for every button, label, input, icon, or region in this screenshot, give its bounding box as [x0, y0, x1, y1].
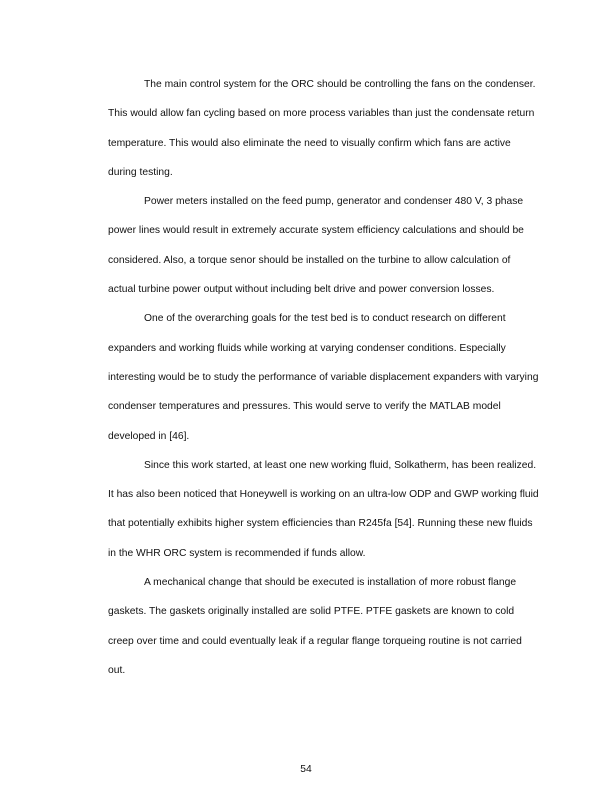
paragraph-fan-control: The main control system for the ORC should be controlling the fans on the condenser. This would allow fan cycling based on more process variables than just the condensate return temperature. This would also eliminate the need to visually confirm which fans are active during testing.	[108, 79, 536, 178]
paragraph-flange-gaskets: A mechanical change that should be executed is installation of more robust flange gaskets. The gaskets originally installed are solid PTFE. PTFE gaskets are known to cold creep over time and could eventually leak if a regular flange torqueing routine is not carried out.	[108, 577, 522, 676]
body-text	[108, 70, 540, 685]
paragraph-research-goals: One of the overarching goals for the test bed is to conduct research on different expanders and working fluids while working at varying condenser conditions. Especially interesting would be to study the performance of variable displacement expanders with varying condenser temperatures and pressures. This would serve to verify the MATLAB model developed in [46].	[108, 313, 539, 442]
page-number: 54	[300, 764, 312, 775]
paragraph-power-meters: Power meters installed on the feed pump, generator and condenser 480 V, 3 phase power lines would result in extremely accurate system efficiency calculations and should be considered. Also, a torque senor should be installed on the turbine to allow calculation of actual turbine power output without including belt drive and power conversion losses.	[108, 196, 524, 296]
paragraph-working-fluids: Since this work started, at least one new working fluid, Solkatherm, has been realized. It has also been noticed that Honeywell is working on an ultra-low ODP and GWP working fluid that potentially exhibits higher system efficiencies than R245fa [54]. Running these new fluids in the WHR ORC system is recommended if funds allow.	[108, 459, 539, 559]
